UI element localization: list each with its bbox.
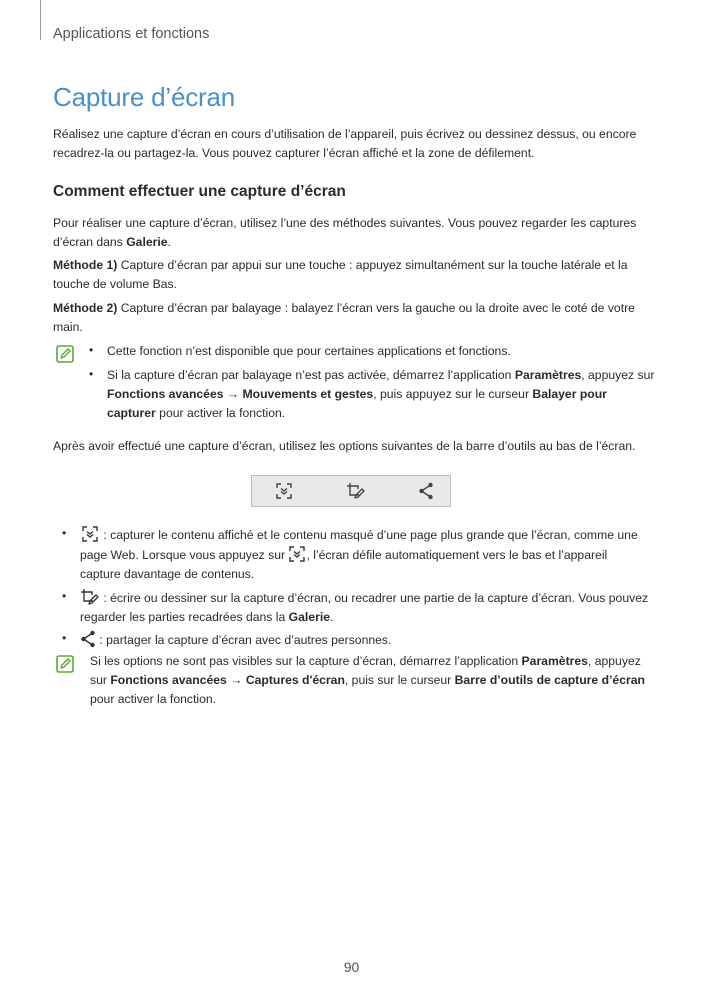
screenshot-toolbar — [251, 475, 451, 507]
margin-line — [40, 0, 41, 40]
edit-crop-icon — [80, 588, 100, 606]
note-item-1: Cette fonction n’est disponible que pour certaines applications et fonctions. — [107, 344, 511, 358]
page-title: Capture d’écran — [53, 82, 235, 112]
bullet-dot: • — [62, 589, 67, 603]
option-edit: : écrire ou dessiner sur la capture d’écran, ou recadrer une partie de la capture d’écran. Vous pouvez regarder les parties recadrées dans la Galerie. — [80, 588, 650, 627]
note-icon — [56, 345, 74, 363]
bullet-dot: • — [89, 367, 94, 381]
method-1: Méthode 1) Capture d’écran par appui sur une touche : appuyez simultanément sur la touche latérale et la touche de volume Bas. — [53, 258, 628, 291]
note-options: Si les options ne sont pas visibles sur la capture d’écran, démarrez l’application Paramètres, appuyez sur Fonctions avancées → Captures d'écran, puis sur le curseur Barre d’outils de capture d’écran pour activer la fonction. — [90, 654, 645, 706]
section-heading: Comment effectuer une capture d’écran — [53, 183, 346, 200]
share-icon — [80, 630, 96, 648]
page-number: 90 — [343, 959, 360, 975]
edit-crop-icon[interactable] — [346, 482, 366, 500]
option-scroll-capture: : capturer le contenu affiché et le contenu masqué d’une page plus grande que l’écran, comme une page Web. Lorsque vous appuyez sur , l’écran défile automatiquement vers le bas et l’appareil capture davantage de contenus. — [80, 525, 650, 584]
share-icon[interactable] — [418, 482, 434, 500]
section-header: Applications et fonctions — [53, 26, 210, 42]
method-2: Méthode 2) Capture d’écran par balayage : balayez l’écran vers la gauche ou la droite avec le coté de votre main. — [53, 301, 635, 334]
intro-paragraph: Réalisez une capture d’écran en cours d’utilisation de l’appareil, puis écrivez ou dessinez dessus, ou encore recadrez-la ou partagez-la. Vous pouvez capturer l’écran affiché et la zone de défilement. — [53, 127, 637, 160]
bullet-dot: • — [89, 343, 94, 357]
how-to-paragraph: Pour réaliser une capture d’écran, utilisez l’une des méthodes suivantes. Vous pouvez regarder les captures d’écran dans Galerie. — [53, 216, 637, 249]
scroll-capture-icon[interactable] — [275, 482, 293, 500]
bullet-dot: • — [62, 631, 67, 645]
scroll-capture-icon — [288, 545, 306, 563]
scroll-capture-icon — [80, 525, 100, 543]
note-icon — [56, 655, 74, 673]
bullet-dot: • — [62, 526, 67, 540]
option-share: : partager la capture d’écran avec d’autres personnes. — [80, 630, 650, 650]
after-capture-paragraph: Après avoir effectué une capture d’écran, utilisez les options suivantes de la barre d’outils au bas de l’écran. — [53, 439, 636, 453]
note-item-2: Si la capture d’écran par balayage n’est pas activée, démarrez l’application Paramètres, appuyez sur Fonctions avancées → Mouvements et gestes, puis appuyez sur le curseur Balayer pour capturer pour activer la fonction. — [107, 368, 655, 420]
